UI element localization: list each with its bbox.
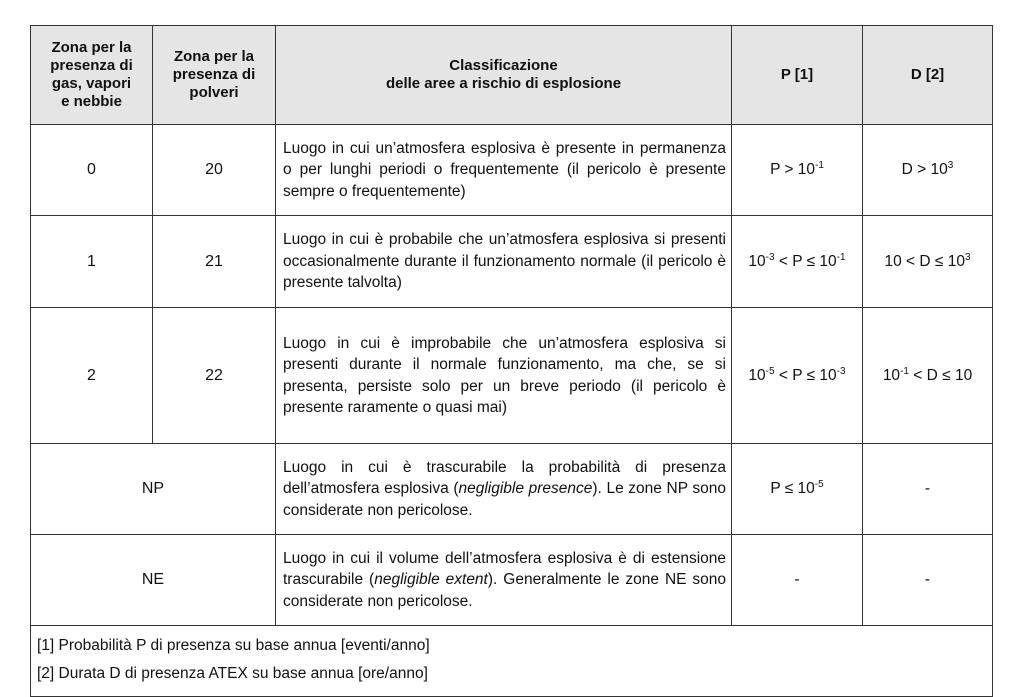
dust-zone-cell: 22: [153, 308, 276, 444]
zone-cell: NE: [31, 535, 276, 626]
footnote-2: [2] Durata D di presenza ATEX su base annua [ore/anno]: [37, 665, 428, 682]
gas-zone-cell: 1: [31, 216, 153, 308]
description-cell: Luogo in cui un’atmosfera esplosiva è presente in permanenza o per lunghi periodi o frequentemente (il pericolo è presente sempre o frequentemente): [276, 125, 732, 216]
header-classification: Classificazione delle aree a rischio di esplosione: [276, 26, 732, 125]
header-dust-zone: Zona per la presenza di polveri: [153, 26, 276, 125]
dust-zone-cell: 20: [153, 125, 276, 216]
probability-cell: $P \le 10^{-5}$: [732, 444, 863, 535]
footnotes: [31, 626, 993, 697]
description-cell: Luogo in cui è improbabile che un’atmosfera esplosiva si presenti durante il normale funzionamento, ma che, se si presenta, persiste solo per un breve periodo (il pericolo è presente raramente o quasi mai): [276, 308, 732, 444]
footnote-1: [1] Probabilità P di presenza su base annua [eventi/anno]: [37, 637, 430, 654]
duration-cell: -: [863, 535, 993, 626]
table-row: [31, 216, 993, 308]
table-row: [31, 125, 993, 216]
table-row: [31, 308, 993, 444]
description-cell: Luogo in cui è trascurabile la probabilità di presenza dell’atmosfera esplosiva (negligible presence). Le zone NP sono considerate non pericolose.: [276, 444, 732, 535]
notes-row: [31, 626, 993, 697]
duration-cell: -: [863, 444, 993, 535]
gas-zone-cell: 0: [31, 125, 153, 216]
probability-cell: $P > 10^{-1}$: [732, 125, 863, 216]
probability-cell: -: [732, 535, 863, 626]
header-gas-zone: Zona per la presenza di gas, vapori e nebbie: [31, 26, 153, 125]
zone-cell: NP: [31, 444, 276, 535]
duration-cell: $10^{-1} < D \le 10$: [863, 308, 993, 444]
duration-cell: $D > 10^3$: [863, 125, 993, 216]
header-probability: P [1]: [732, 26, 863, 125]
gas-zone-cell: 2: [31, 308, 153, 444]
probability-cell: $10^{-3} < P \le 10^{-1}$: [732, 216, 863, 308]
duration-cell: $10 < D \le 10^3$: [863, 216, 993, 308]
description-cell: Luogo in cui è probabile che un’atmosfera esplosiva si presenti occasionalmente durante il funzionamento normale (il pericolo è presente talvolta): [276, 216, 732, 308]
header-duration: D [2]: [863, 26, 993, 125]
header-row: [31, 26, 993, 125]
probability-cell: $10^{-5} < P \le 10^{-3}$: [732, 308, 863, 444]
description-cell: Luogo in cui il volume dell’atmosfera esplosiva è di estensione trascurabile (negligible extent). Generalmente le zone NE sono considerate non pericolose.: [276, 535, 732, 626]
zone-classification-table: [30, 25, 993, 697]
table-row: [31, 444, 993, 535]
table-row: [31, 535, 993, 626]
dust-zone-cell: 21: [153, 216, 276, 308]
